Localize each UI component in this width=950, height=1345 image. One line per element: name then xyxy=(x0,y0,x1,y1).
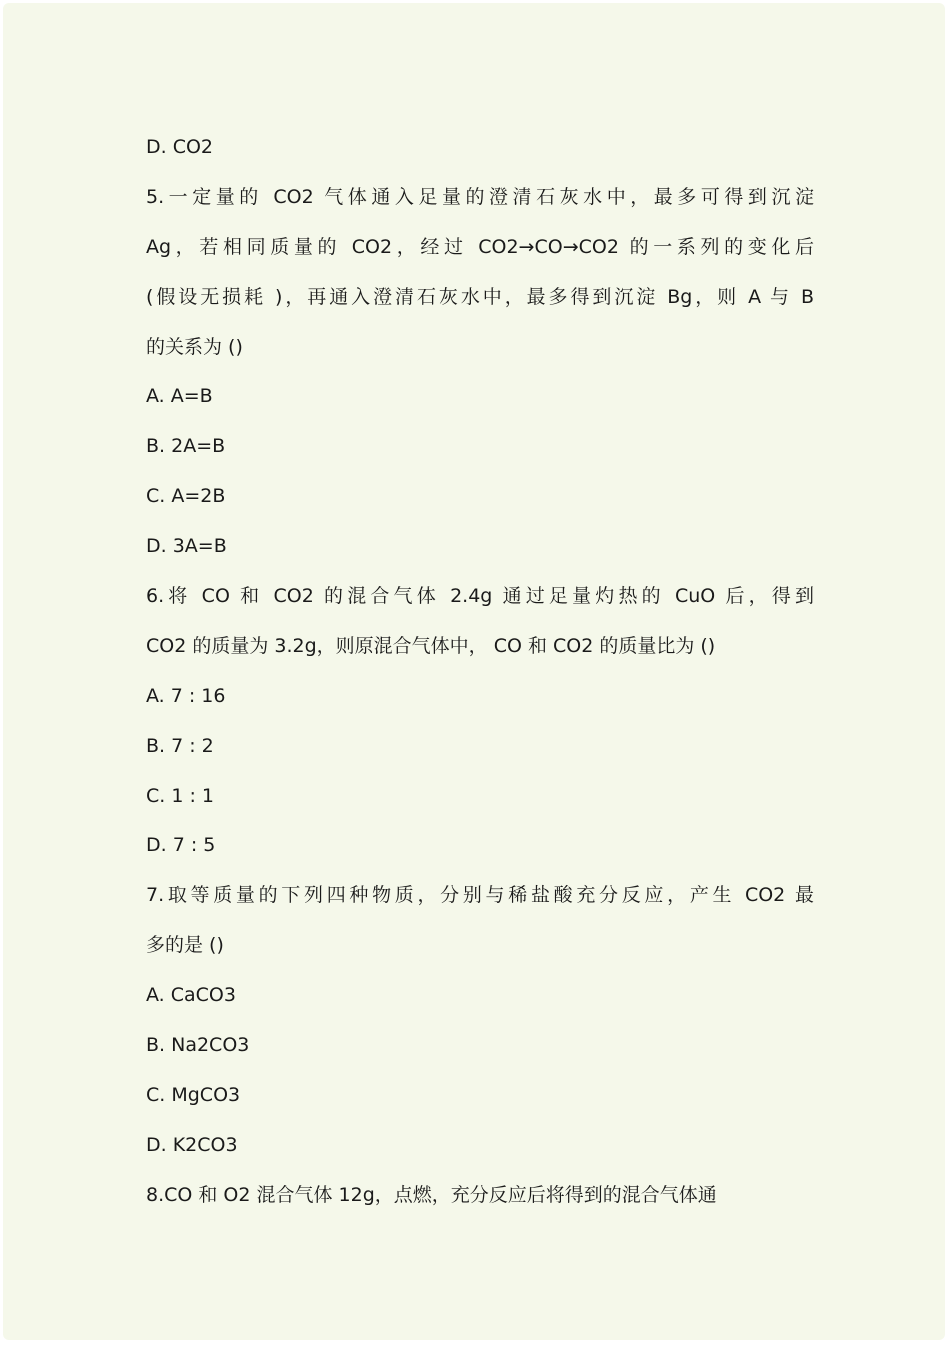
question-7-line-2: 多的是 () xyxy=(146,934,224,957)
option-d-q5: D. 3A=B xyxy=(146,535,227,558)
question-5-line-3: (假设无损耗 )，再通入澄清石灰水中，最多得到沉淀 Bg，则 A 与 B xyxy=(146,285,814,308)
option-d-q4: D. CO2 xyxy=(146,136,214,158)
question-5-line-2: Ag，若相同质量的 CO2，经过 CO2→CO→CO2 的一系列的变化后 xyxy=(146,235,814,258)
question-5-line-4: 的关系为 () xyxy=(146,335,243,358)
option-b-q6: B. 7 : 2 xyxy=(146,734,214,757)
question-text-block xyxy=(146,131,814,1229)
option-c-q5: C. A=2B xyxy=(146,485,226,508)
option-c-q7: C. MgCO3 xyxy=(146,1083,241,1106)
option-c-q6: C. 1 : 1 xyxy=(146,784,215,807)
option-b-q7: B. Na2CO3 xyxy=(146,1034,250,1057)
question-8-line-1: 8.CO 和 O2 混合气体 12g，点燃，充分反应后将得到的混合气体通 xyxy=(146,1183,717,1206)
question-7-line-1: 7.取等质量的下列四种物质，分别与稀盐酸充分反应，产生 CO2 最 xyxy=(146,884,814,907)
option-a-q6: A. 7 : 16 xyxy=(146,684,226,707)
option-b-q5: B. 2A=B xyxy=(146,435,226,458)
question-5-line-1: 5.一定量的 CO2 气体通入足量的澄清石灰水中，最多可得到沉淀 xyxy=(146,185,814,208)
option-a-q5: A. A=B xyxy=(146,385,213,408)
question-6-line-2: CO2 的质量为 3.2g，则原混合气体中， CO 和 CO2 的质量比为 () xyxy=(146,634,716,657)
option-d-q7: D. K2CO3 xyxy=(146,1133,238,1156)
question-6-line-1: 6.将 CO 和 CO2 的混合气体 2.4g 通过足量灼热的 CuO 后，得到 xyxy=(146,585,814,608)
option-d-q6: D. 7 : 5 xyxy=(146,834,216,857)
option-a-q7: A. CaCO3 xyxy=(146,984,236,1007)
document-page xyxy=(3,3,945,1340)
